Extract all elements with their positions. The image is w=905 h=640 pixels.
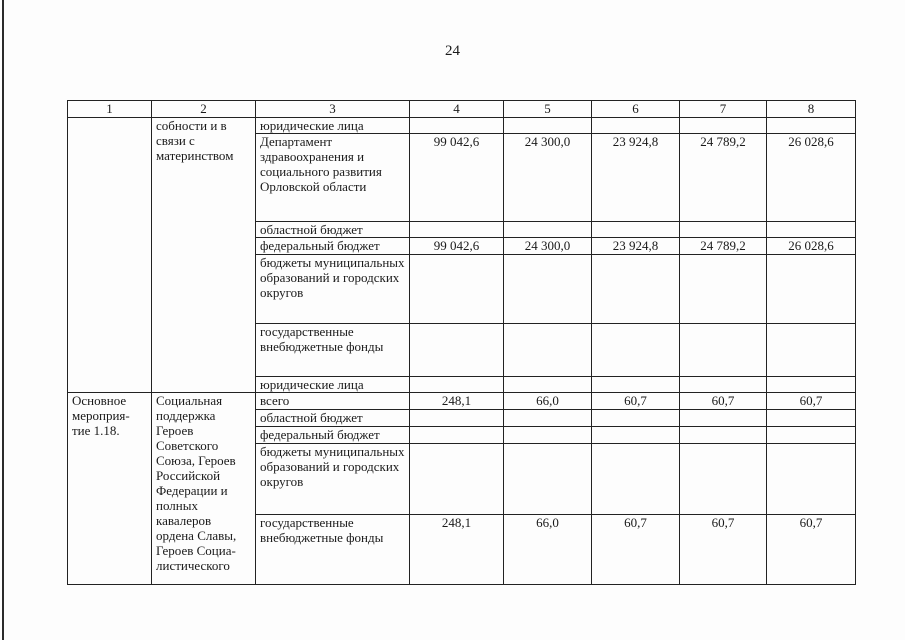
value-cell bbox=[592, 444, 680, 515]
source-cell: бюджеты муниципальных образований и городских округов bbox=[256, 255, 410, 324]
value-cell: 60,7 bbox=[680, 393, 767, 410]
value-cell: 24 789,2 bbox=[680, 134, 767, 222]
value-cell bbox=[680, 427, 767, 444]
source-cell: областной бюджет bbox=[256, 222, 410, 238]
value-cell: 26 028,6 bbox=[767, 238, 856, 255]
source-cell: бюджеты муниципальных образований и городских округов bbox=[256, 444, 410, 515]
value-cell: 248,1 bbox=[410, 393, 504, 410]
value-cell bbox=[680, 222, 767, 238]
value-cell bbox=[592, 118, 680, 134]
value-cell bbox=[592, 222, 680, 238]
source-cell: государственные внебюджетные фонды bbox=[256, 324, 410, 377]
value-cell: 23 924,8 bbox=[592, 134, 680, 222]
value-cell bbox=[680, 410, 767, 427]
source-cell: Департамент здравоохранения и социального развития Орловской области bbox=[256, 134, 410, 222]
measure-cell: Основное мероприя-тие 1.18. bbox=[68, 393, 152, 585]
value-cell: 60,7 bbox=[767, 515, 856, 585]
value-cell bbox=[504, 255, 592, 324]
source-cell: юридические лица bbox=[256, 118, 410, 134]
header-cell: 6 bbox=[592, 101, 680, 118]
value-cell: 99 042,6 bbox=[410, 238, 504, 255]
header-cell: 4 bbox=[410, 101, 504, 118]
value-cell bbox=[410, 222, 504, 238]
value-cell bbox=[410, 410, 504, 427]
value-cell bbox=[410, 427, 504, 444]
description-cell: собности и в связи с материнством bbox=[152, 118, 256, 393]
value-cell: 60,7 bbox=[767, 393, 856, 410]
source-cell: юридические лица bbox=[256, 377, 410, 393]
header-cell: 5 bbox=[504, 101, 592, 118]
value-cell: 60,7 bbox=[680, 515, 767, 585]
source-cell: государственные внебюджетные фонды bbox=[256, 515, 410, 585]
value-cell bbox=[504, 410, 592, 427]
value-cell bbox=[767, 255, 856, 324]
source-cell: всего bbox=[256, 393, 410, 410]
value-cell bbox=[680, 444, 767, 515]
value-cell: 66,0 bbox=[504, 393, 592, 410]
budget-table bbox=[67, 100, 856, 585]
value-cell bbox=[767, 324, 856, 377]
header-row bbox=[68, 101, 856, 118]
value-cell bbox=[504, 222, 592, 238]
page-edge-line bbox=[2, 0, 4, 640]
value-cell: 66,0 bbox=[504, 515, 592, 585]
value-cell bbox=[504, 324, 592, 377]
table-row bbox=[68, 393, 856, 410]
header-cell: 7 bbox=[680, 101, 767, 118]
value-cell bbox=[410, 255, 504, 324]
page-number: 24 bbox=[445, 43, 460, 59]
value-cell bbox=[680, 377, 767, 393]
header-cell: 2 bbox=[152, 101, 256, 118]
value-cell bbox=[410, 118, 504, 134]
header-cell: 3 bbox=[256, 101, 410, 118]
value-cell: 26 028,6 bbox=[767, 134, 856, 222]
value-cell bbox=[767, 118, 856, 134]
source-cell: областной бюджет bbox=[256, 410, 410, 427]
table-row bbox=[68, 118, 856, 134]
source-cell: федеральный бюджет bbox=[256, 427, 410, 444]
value-cell bbox=[504, 444, 592, 515]
value-cell bbox=[767, 377, 856, 393]
value-cell bbox=[592, 377, 680, 393]
value-cell bbox=[410, 377, 504, 393]
value-cell bbox=[410, 324, 504, 377]
value-cell bbox=[767, 410, 856, 427]
value-cell: 60,7 bbox=[592, 393, 680, 410]
source-cell: федеральный бюджет bbox=[256, 238, 410, 255]
value-cell: 60,7 bbox=[592, 515, 680, 585]
value-cell: 24 789,2 bbox=[680, 238, 767, 255]
value-cell: 23 924,8 bbox=[592, 238, 680, 255]
value-cell bbox=[592, 255, 680, 324]
value-cell bbox=[680, 324, 767, 377]
value-cell bbox=[767, 444, 856, 515]
value-cell: 24 300,0 bbox=[504, 134, 592, 222]
value-cell: 248,1 bbox=[410, 515, 504, 585]
value-cell bbox=[592, 427, 680, 444]
value-cell: 99 042,6 bbox=[410, 134, 504, 222]
value-cell bbox=[504, 377, 592, 393]
header-cell: 1 bbox=[68, 101, 152, 118]
description-cell: Социальная поддержка Героев Советского Союза, Героев Российской Федерации и полных кавалеров ордена Славы, Героев Социа-листического bbox=[152, 393, 256, 585]
measure-cell bbox=[68, 118, 152, 393]
value-cell bbox=[680, 118, 767, 134]
value-cell: 24 300,0 bbox=[504, 238, 592, 255]
value-cell bbox=[767, 427, 856, 444]
value-cell bbox=[592, 410, 680, 427]
value-cell bbox=[504, 427, 592, 444]
value-cell bbox=[410, 444, 504, 515]
header-cell: 8 bbox=[767, 101, 856, 118]
value-cell bbox=[592, 324, 680, 377]
value-cell bbox=[504, 118, 592, 134]
value-cell bbox=[767, 222, 856, 238]
value-cell bbox=[680, 255, 767, 324]
